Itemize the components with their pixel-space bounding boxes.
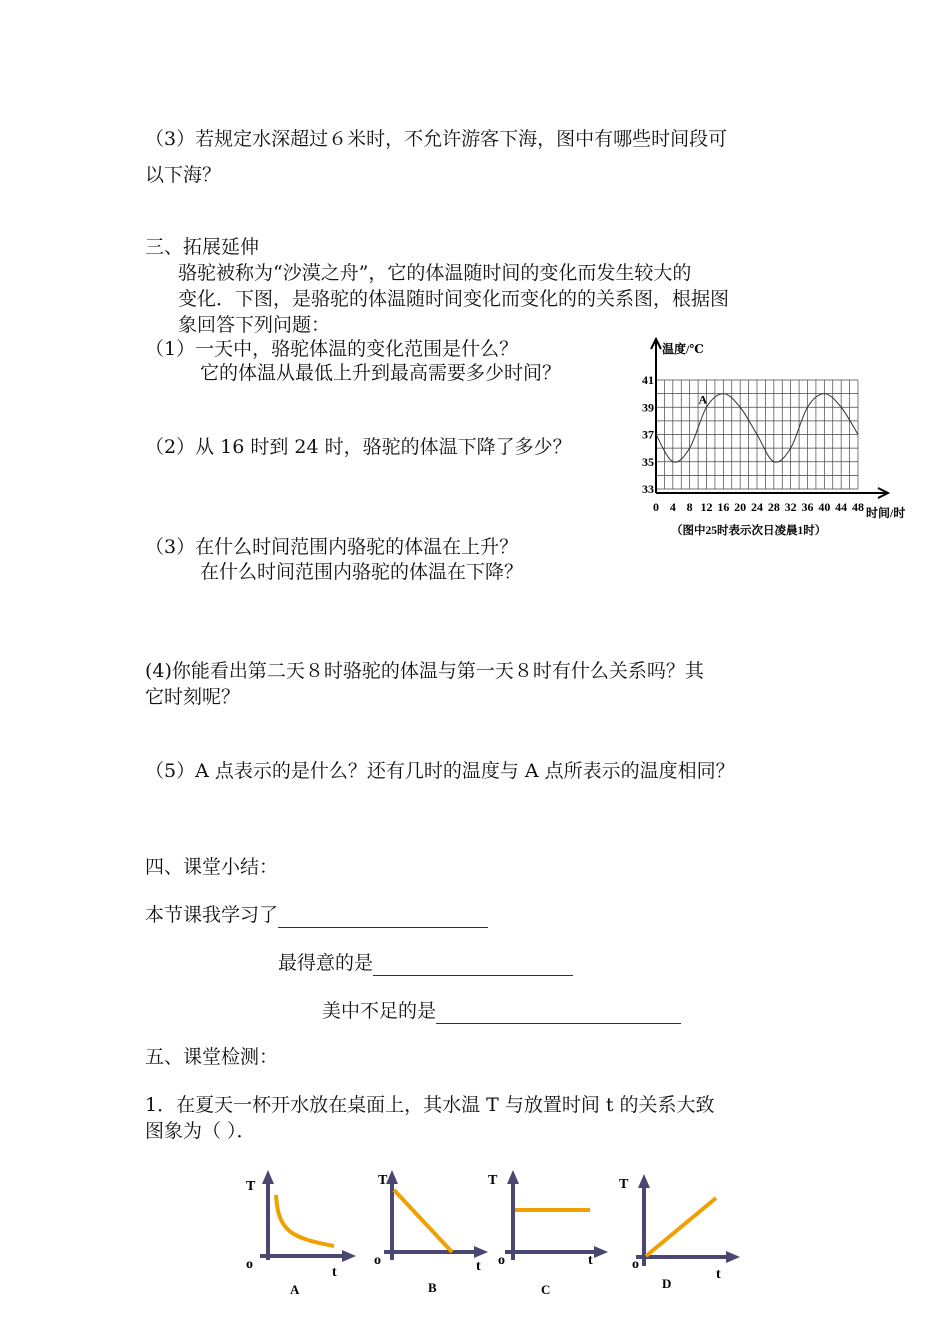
- option-c-xlabel: t: [588, 1253, 593, 1268]
- option-b-x-arrow: [474, 1246, 488, 1258]
- x-axis-label: 时间/时: [866, 506, 906, 520]
- s3-q1-line2: 它的体温从最低上升到最高需要多少时间？: [200, 362, 562, 384]
- s3-q4-line2: 它时刻呢？: [145, 686, 241, 708]
- point-a-label: A: [698, 392, 708, 407]
- option-d-y-arrow: [638, 1174, 650, 1188]
- option-a-x-arrow: [342, 1250, 356, 1262]
- temperature-chart: [636, 335, 916, 545]
- option-b-xlabel: t: [476, 1259, 481, 1274]
- summary-proud: [278, 950, 573, 976]
- intro-line-3: 象回答下列问题：: [178, 314, 331, 336]
- chart-caption: （图中25时表示次日凌晨1时）: [671, 525, 827, 537]
- option-b-graph[interactable]: [374, 1170, 488, 1295]
- s3-q3-line2: 在什么时间范围内骆驼的体温在下降？: [200, 561, 524, 583]
- summary-learned-label: 本节课我学习了: [145, 904, 279, 926]
- y-tick-label: 39: [642, 400, 654, 415]
- x-tick-label: 28: [767, 500, 780, 514]
- s3-q3-line1: （3）在什么时间范围内骆驼的体温在上升？: [145, 536, 519, 558]
- summary-proud-blank[interactable]: [373, 955, 573, 976]
- option-b-y-arrow: [386, 1170, 398, 1184]
- option-d-origin: o: [632, 1257, 639, 1272]
- s3-q2: （2）从 16 时到 24 时，骆驼的体温下降了多少？: [145, 436, 572, 458]
- option-d-curve: [646, 1198, 716, 1256]
- option-a-origin: o: [246, 1257, 253, 1272]
- x-tick-label: 24: [751, 500, 763, 514]
- option-b-ylabel: T: [378, 1173, 388, 1188]
- option-d-graph[interactable]: [619, 1174, 740, 1291]
- summary-shortcoming-label: 美中不足的是: [322, 1000, 437, 1022]
- summary-shortcoming: [322, 998, 681, 1024]
- section5-heading: 五、课堂检测：: [145, 1046, 279, 1068]
- summary-learned: [145, 902, 488, 928]
- y-tick-label: 35: [642, 454, 654, 469]
- y-tick-label: 41: [642, 373, 654, 387]
- x-tick-label: 32: [784, 500, 797, 514]
- x-tick-label: 40: [818, 500, 831, 514]
- y-tick-label: 37: [642, 427, 654, 442]
- s3-q4-line1: (4)你能看出第二天８时骆驼的体温与第一天８时有什么关系吗？其: [145, 660, 704, 682]
- option-d-label: D: [662, 1276, 672, 1291]
- y-axis-label: 温度/℃: [662, 342, 704, 356]
- option-d-x-arrow: [726, 1251, 740, 1263]
- x-tick-label: 36: [801, 500, 814, 514]
- option-d-xlabel: t: [716, 1267, 721, 1282]
- option-b-origin: o: [374, 1253, 381, 1268]
- option-c-ylabel: T: [488, 1173, 498, 1188]
- s3-q1-line1: （1）一天中，骆驼体温的变化范围是什么？: [145, 338, 519, 360]
- summary-shortcoming-blank[interactable]: [436, 1003, 681, 1024]
- x-tick-label: 20: [734, 500, 747, 514]
- intro-line-2: 变化．下图，是骆驼的体温随时间变化而变化的的关系图，根据图: [178, 288, 730, 310]
- summary-learned-blank[interactable]: [278, 907, 488, 928]
- option-d-ylabel: T: [619, 1177, 629, 1192]
- option-a-ylabel: T: [246, 1179, 256, 1194]
- s5-q1-line1: 1．在夏天一杯开水放在桌面上，其水温 T 与放置时间 t 的关系大致: [145, 1094, 715, 1116]
- option-a-y-arrow: [262, 1170, 274, 1184]
- prev-q3-line2: 以下海？: [145, 164, 222, 186]
- option-c-y-arrow: [507, 1170, 519, 1184]
- option-b-curve: [394, 1190, 452, 1252]
- option-b-label: B: [428, 1280, 437, 1295]
- prev-q3-line1: （3）若规定水深超过６米时，不允许游客下海，图中有哪些时间段可: [145, 128, 728, 150]
- option-c-label: C: [541, 1282, 551, 1297]
- x-tick-label: 8: [686, 500, 693, 514]
- option-a-xlabel: t: [332, 1265, 337, 1280]
- option-a-graph[interactable]: [246, 1170, 356, 1297]
- section4-heading: 四、课堂小结：: [145, 856, 279, 878]
- y-tick-label: 33: [642, 482, 654, 496]
- x-tick-label: 16: [717, 500, 730, 514]
- option-c-graph[interactable]: [488, 1170, 608, 1297]
- option-c-origin: o: [498, 1253, 505, 1268]
- option-a-curve: [276, 1195, 334, 1246]
- s5-q1-line2: 图象为（ ）．: [145, 1120, 256, 1142]
- intro-line-1: 骆驼被称为“沙漠之舟”，它的体温随时间的变化而发生较大的: [178, 262, 692, 284]
- option-graphs: [230, 1160, 770, 1310]
- x-tick-label: 4: [669, 500, 676, 514]
- x-tick-label: 48: [852, 500, 864, 514]
- option-a-label: A: [290, 1282, 300, 1297]
- x-tick-label: 44: [835, 500, 848, 514]
- option-c-x-arrow: [594, 1246, 608, 1258]
- s3-q5: （5）A 点表示的是什么？还有几时的温度与 A 点所表示的温度相同？: [145, 760, 735, 782]
- x-tick-label: 12: [700, 500, 713, 514]
- x-tick-label: 0: [653, 500, 659, 514]
- summary-proud-label: 最得意的是: [278, 952, 374, 974]
- section3-heading: 三、拓展延伸: [145, 236, 260, 258]
